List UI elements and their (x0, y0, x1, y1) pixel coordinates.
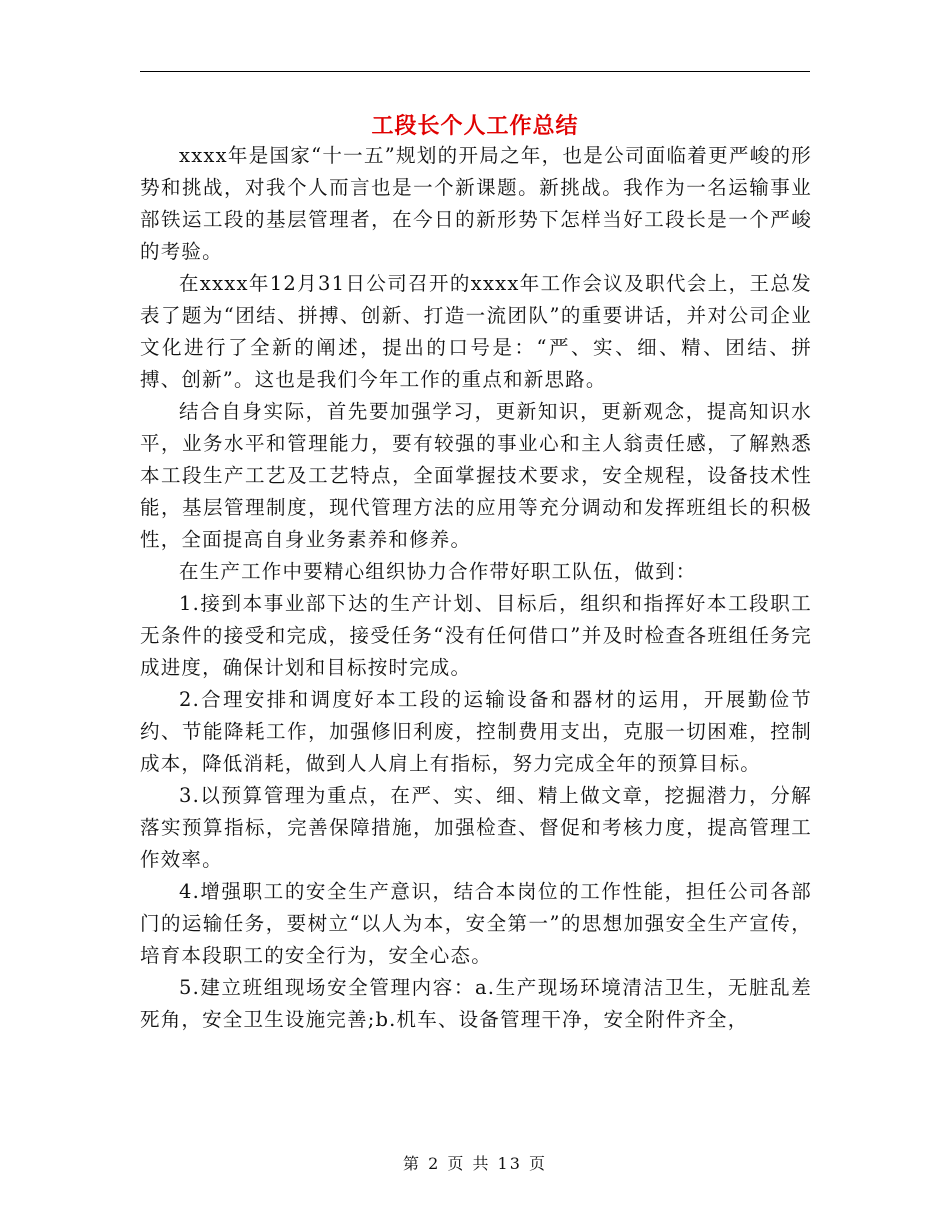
list-item-2: 2.合理安排和调度好本工段的运输设备和器材的运用，开展勤俭节约、节能降耗工作，加强修旧利废，控制费用支出，克服一切困难，控制成本，降低消耗，做到人人肩上有指标，努力完成全年的预算目标。 (140, 688, 812, 775)
paragraph-production-lead: 在生产工作中要精心组织协力合作带好职工队伍，做到： (179, 560, 697, 583)
document-body (140, 140, 812, 1036)
list-item-3: 3.以预算管理为重点，在严、实、细、精上做文章，挖掘潜力，分解落实预算指标，完善保障措施，加强检查、督促和考核力度，提高管理工作效率。 (140, 784, 812, 871)
paragraph-meeting: 在xxxx年12月31日公司召开的xxxx年工作会议及职代会上，王总发表了题为“团结、拼搏、创新、打造一流团队”的重要讲话，并对公司企业文化进行了全新的阐述，提出的口号是：“严、实、细、精、团结、拼搏、创新”。这也是我们今年工作的重点和新思路。 (140, 272, 812, 391)
paragraph-intro: xxxx年是国家“十一五”规划的开局之年，也是公司面临着更严峻的形势和挑战，对我个人而言也是一个新课题。新挑战。我作为一名运输事业部铁运工段的基层管理者，在今日的新形势下怎样当好工段长是一个严峻的考验。 (140, 144, 812, 263)
header-rule (140, 71, 810, 72)
list-item-1: 1.接到本事业部下达的生产计划、目标后，组织和指挥好本工段职工无条件的接受和完成，接受任务“没有任何借口”并及时检查各班组任务完成进度，确保计划和目标按时完成。 (140, 592, 812, 679)
paragraph-self-study: 结合自身实际，首先要加强学习，更新知识，更新观念，提高知识水平，业务水平和管理能力，要有较强的事业心和主人翁责任感，了解熟悉本工段生产工艺及工艺特点，全面掌握技术要求，安全规程，设备技术性能，基层管理制度，现代管理方法的应用等充分调动和发挥班组长的积极性，全面提高自身业务素养和修养。 (140, 400, 812, 551)
page-number: 第 2 页 共 13 页 (403, 1154, 547, 1173)
list-item-4: 4.增强职工的安全生产意识，结合本岗位的工作性能，担任公司各部门的运输任务，要树立“以人为本，安全第一”的思想加强安全生产宣传，培育本段职工的安全行为，安全心态。 (140, 880, 812, 967)
list-item-5: 5.建立班组现场安全管理内容：a.生产现场环境清洁卫生，无脏乱差死角，安全卫生设施完善;b.机车、设备管理干净，安全附件齐全， (140, 976, 812, 1031)
document-title: 工段长个人工作总结 (371, 113, 579, 139)
